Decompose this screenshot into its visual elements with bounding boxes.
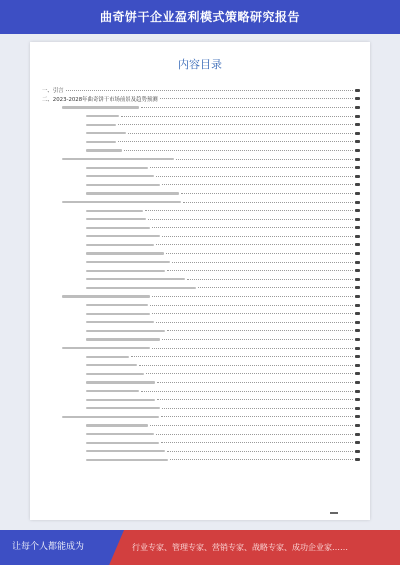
toc-page-number (355, 381, 360, 384)
toc-page-number (355, 321, 360, 324)
toc-entry-label (86, 330, 165, 332)
toc-page-number (355, 364, 360, 367)
toc-entry-label (86, 244, 154, 246)
toc-page-number (355, 329, 360, 332)
toc-entry[interactable] (42, 266, 360, 275)
toc-entry-label (62, 347, 150, 349)
toc-entry[interactable] (42, 95, 360, 104)
toc-leader-dots (167, 451, 353, 452)
toc-page-number (355, 390, 360, 393)
toc-entry-label (62, 106, 139, 108)
toc-entry-label (86, 218, 146, 220)
toc-entry[interactable] (42, 86, 360, 95)
toc-entry[interactable] (42, 275, 360, 284)
toc-entry-label: 一、引言 (42, 88, 64, 95)
toc-entry-label (86, 287, 196, 289)
toc-entry-label (86, 450, 165, 452)
toc-page-number (355, 433, 360, 436)
document-title: 曲奇饼干企业盈利模式策略研究报告 (99, 10, 300, 24)
toc-page-number (355, 252, 360, 255)
toc-page-number (355, 295, 360, 298)
toc-entry-label (86, 424, 148, 426)
toc-leader-dots (166, 253, 353, 254)
toc-entry[interactable] (42, 327, 360, 336)
toc-page-number (355, 115, 360, 118)
footer-slogan-right: 行业专家、管理专家、营销专家、战略专家、成功企业家…… (132, 543, 348, 552)
toc-leader-dots (183, 202, 353, 203)
toc-leader-dots (172, 262, 353, 263)
toc-leader-dots (162, 236, 353, 237)
toc-leader-dots (121, 116, 353, 117)
toc-page-number (355, 209, 360, 212)
toc-entry[interactable] (42, 155, 360, 164)
toc-entry-label (86, 390, 139, 392)
toc-entry[interactable] (42, 112, 360, 121)
toc-entry-label (86, 442, 159, 444)
toc-page-number (355, 106, 360, 109)
toc-entry[interactable] (42, 232, 360, 241)
toc-entry[interactable] (42, 181, 360, 190)
toc-leader-dots (187, 279, 353, 280)
page-number-mark (330, 512, 338, 514)
document-page (30, 42, 370, 520)
toc-leader-dots (161, 416, 353, 417)
toc-entry[interactable] (42, 430, 360, 439)
toc-leader-dots (150, 167, 353, 168)
toc-page-number (355, 278, 360, 281)
toc-entry-label (86, 115, 119, 117)
toc-page-number (355, 415, 360, 418)
toc-page-number (355, 132, 360, 135)
toc-leader-dots (157, 382, 353, 383)
toc-page-number (355, 192, 360, 195)
toc-entry-label: 二、2023-2028年曲奇饼干市场前景及趋势预测 (42, 96, 158, 103)
toc-entry-label (86, 141, 116, 143)
toc-entry[interactable] (42, 215, 360, 224)
toc-leader-dots (156, 176, 353, 177)
toc-entry-label (86, 235, 160, 237)
toc-page-number (355, 398, 360, 401)
toc-leader-dots (152, 227, 353, 228)
toc-leader-dots (152, 348, 353, 349)
toc-entry[interactable] (42, 447, 360, 456)
toc-entry-label (86, 459, 168, 461)
toc-entry-label (86, 227, 150, 229)
toc-page-number (355, 235, 360, 238)
toc-entry[interactable] (42, 224, 360, 233)
toc-entry[interactable] (42, 138, 360, 147)
toc-page-number (355, 140, 360, 143)
toc-entry-label (86, 210, 143, 212)
toc-entry-label (86, 321, 154, 323)
toc-page-number (355, 218, 360, 221)
toc-entry[interactable] (42, 198, 360, 207)
toc-page-number (355, 89, 360, 92)
toc-page-number (355, 243, 360, 246)
toc-entry[interactable] (42, 284, 360, 293)
toc-leader-dots (118, 141, 353, 142)
toc-entry-label (86, 270, 165, 272)
toc-entry-label (62, 416, 159, 418)
toc-page-number (355, 424, 360, 427)
toc-entry[interactable] (42, 249, 360, 258)
toc-entry-label (86, 124, 116, 126)
toc-entry[interactable] (42, 292, 360, 301)
toc-entry[interactable] (42, 387, 360, 396)
toc-entry[interactable] (42, 309, 360, 318)
footer-slogan-left: 让每个人都能成为 (12, 542, 85, 552)
toc-page-number (355, 158, 360, 161)
toc-entry[interactable] (42, 120, 360, 129)
toc-entry[interactable] (42, 421, 360, 430)
toc-entry[interactable] (42, 189, 360, 198)
toc-leader-dots (157, 399, 353, 400)
toc-entry[interactable] (42, 413, 360, 422)
toc-entry[interactable] (42, 438, 360, 447)
toc-leader-dots (161, 442, 353, 443)
toc-leader-dots (176, 159, 353, 160)
toc-leader-dots (198, 287, 353, 288)
toc-entry-label (86, 132, 126, 134)
toc-leader-dots (150, 425, 353, 426)
toc-entry[interactable] (42, 301, 360, 310)
toc-entry[interactable] (42, 146, 360, 155)
toc-page-number (355, 338, 360, 341)
toc-entry[interactable] (42, 378, 360, 387)
toc-entry-label (86, 381, 155, 383)
toc-entry-label (86, 184, 160, 186)
toc-entry[interactable] (42, 395, 360, 404)
toc-entry-label (86, 338, 160, 340)
toc-leader-dots (152, 296, 353, 297)
toc-leader-dots (181, 193, 353, 194)
toc-leader-dots (66, 90, 353, 91)
toc-page-number (355, 286, 360, 289)
toc-leader-dots (139, 365, 353, 366)
toc-leader-dots (156, 244, 353, 245)
toc-leader-dots (128, 133, 353, 134)
toc-entry[interactable] (42, 318, 360, 327)
toc-page-number (355, 458, 360, 461)
toc-leader-dots (167, 330, 353, 331)
toc-leader-dots (162, 339, 353, 340)
toc-leader-dots (118, 124, 353, 125)
toc-page-number (355, 312, 360, 315)
toc-leader-dots (170, 459, 353, 460)
toc-entry-label (86, 433, 154, 435)
toc-entry-label (86, 192, 179, 194)
toc-entry-label (86, 252, 164, 254)
toc-entry-label (86, 304, 148, 306)
toc-entry[interactable] (42, 361, 360, 370)
toc-leader-dots (150, 305, 353, 306)
toc-leader-dots (141, 107, 353, 108)
toc-entry-label (86, 313, 150, 315)
toc-entry[interactable] (42, 404, 360, 413)
toc-leader-dots (156, 322, 353, 323)
toc-page-number (355, 97, 360, 100)
toc-entry[interactable] (42, 370, 360, 379)
toc-entry[interactable] (42, 206, 360, 215)
toc-heading: 内容目录 (178, 58, 222, 71)
toc-page-number (355, 347, 360, 350)
toc-entry[interactable] (42, 172, 360, 181)
toc-leader-dots (162, 408, 353, 409)
toc-entry-label (86, 399, 155, 401)
toc-entry[interactable] (42, 258, 360, 267)
toc-page-number (355, 269, 360, 272)
toc-entry[interactable] (42, 129, 360, 138)
toc-page-number (355, 149, 360, 152)
toc-leader-dots (145, 210, 353, 211)
toc-leader-dots (141, 391, 353, 392)
toc-page-number (355, 175, 360, 178)
toc-entry[interactable] (42, 352, 360, 361)
toc-leader-dots (160, 98, 353, 99)
toc-page-number (355, 407, 360, 410)
toc-entry[interactable] (42, 241, 360, 250)
footer-banner (0, 530, 400, 565)
toc-page-number (355, 441, 360, 444)
toc-leader-dots (152, 313, 353, 314)
toc-entry-label (86, 175, 154, 177)
toc-leader-dots (148, 219, 353, 220)
toc-leader-dots (124, 150, 353, 151)
toc-entry-label (86, 261, 170, 263)
toc-entry-label (86, 364, 137, 366)
toc-leader-dots (146, 373, 353, 374)
toc-leader-dots (167, 270, 353, 271)
toc-leader-dots (162, 184, 353, 185)
toc-entry[interactable] (42, 456, 360, 465)
toc-entry[interactable] (42, 103, 360, 112)
toc-page-number (355, 201, 360, 204)
toc-page-number (355, 355, 360, 358)
toc-entry-label (86, 356, 129, 358)
toc-page-number (355, 123, 360, 126)
toc-entry-label (86, 373, 144, 375)
toc-leader-dots (131, 356, 353, 357)
toc-entry-label (86, 278, 185, 280)
toc-page-number (355, 226, 360, 229)
toc-entry-label (62, 158, 174, 160)
toc-entry[interactable] (42, 335, 360, 344)
toc-entry[interactable] (42, 344, 360, 353)
toc-list (42, 86, 360, 464)
toc-page-number (355, 261, 360, 264)
toc-entry-label (62, 295, 150, 297)
toc-leader-dots (156, 434, 353, 435)
toc-page-number (355, 450, 360, 453)
toc-entry-label (86, 167, 148, 169)
toc-page-number (355, 372, 360, 375)
toc-entry-label (86, 149, 122, 151)
toc-entry-label (86, 407, 160, 409)
toc-page-number (355, 183, 360, 186)
toc-entry[interactable] (42, 163, 360, 172)
toc-entry-label (62, 201, 181, 203)
toc-page-number (355, 304, 360, 307)
toc-page-number (355, 166, 360, 169)
